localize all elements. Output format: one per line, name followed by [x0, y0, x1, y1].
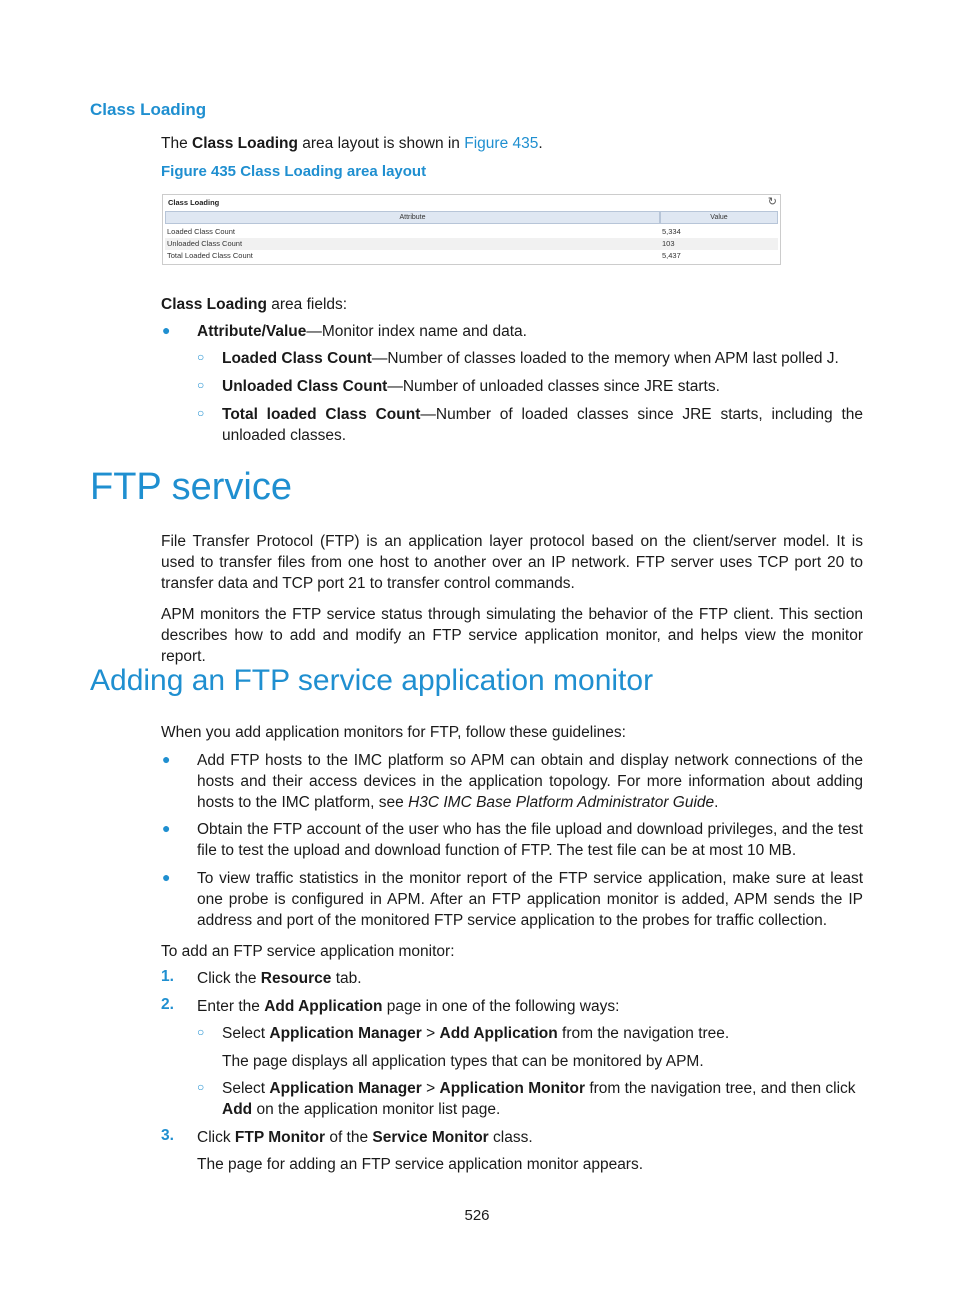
steps-intro: To add an FTP service application monitor: [161, 943, 455, 960]
ftp-paragraph: File Transfer Protocol (FTP) is an application layer protocol based on the client/server model. It is used to transfer files from one host to another over an IP network. FTP server uses TCP port 20 to transfer data and TCP port 21 to transfer control commands. [161, 533, 863, 592]
field-rest: —Monitor index name and data. [306, 323, 527, 340]
step-number: 1. [161, 968, 174, 985]
guideline-item [197, 750, 863, 813]
substep-mid: > [421, 1025, 440, 1042]
substep-mid: from the navigation tree, and then click [585, 1080, 856, 1097]
subfield-bold: Loaded Class Count [222, 350, 372, 367]
step-post: tab. [331, 970, 362, 987]
row-attribute: Unloaded Class Count [167, 239, 243, 248]
step-item [197, 968, 362, 989]
step-pre: Enter the [197, 998, 265, 1015]
ftp-heading: FTP service [90, 466, 293, 508]
intro-pre: The [161, 135, 193, 152]
circle-bullet-icon: ○ [197, 350, 205, 364]
subfield-item [222, 376, 720, 397]
step-item [197, 1127, 533, 1148]
step-pre: Click [197, 1129, 235, 1146]
header-attribute[interactable]: Attribute [165, 211, 660, 224]
circle-bullet-icon: ○ [197, 406, 205, 420]
step-bold: Resource [260, 970, 332, 987]
step-post: class. [488, 1129, 533, 1146]
step-bold: FTP Monitor [234, 1129, 326, 1146]
row-value: 5,334 [662, 227, 681, 236]
substep-pre: Select [222, 1080, 270, 1097]
substep-bold: Add Application [439, 1025, 558, 1042]
step-bold: Add Application [264, 998, 383, 1015]
figure-caption: Figure 435 Class Loading area layout [161, 163, 427, 180]
bullet-icon: ● [162, 820, 171, 836]
step-number: 3. [161, 1127, 174, 1144]
subfield-bold: Total loaded Class Count [222, 406, 421, 423]
substep-item [222, 1023, 729, 1044]
substep-item [222, 1078, 863, 1120]
substep-post: on the application monitor list page. [252, 1101, 501, 1118]
circle-bullet-icon: ○ [197, 1080, 205, 1094]
intro-post: . [538, 135, 543, 152]
circle-bullet-icon: ○ [197, 1025, 205, 1039]
ftp-paragraph: APM monitors the FTP service status through simulating the behavior of the FTP client. This section describes how to add and modify an FTP service application monitor, and helps view the monitor report. [161, 606, 863, 665]
substep-bold: Application Manager [269, 1025, 422, 1042]
intro-bold: Class Loading [192, 135, 298, 152]
panel-title: Class Loading [168, 198, 220, 207]
field-bold: Attribute/Value [197, 323, 307, 340]
subfield-bold: Unloaded Class Count [222, 378, 388, 395]
row-attribute: Loaded Class Count [167, 227, 235, 236]
subfield-rest: —Number of classes loaded to the memory when APM last polled J. [371, 350, 839, 367]
substep-pre: Select [222, 1025, 270, 1042]
figure-link[interactable]: Figure 435 [464, 135, 539, 152]
header-value[interactable]: Value [660, 211, 778, 224]
refresh-icon[interactable]: ↻ [767, 196, 777, 208]
step-note: The page for adding an FTP service application monitor appears. [197, 1156, 644, 1173]
table-row [165, 250, 778, 262]
subfield-rest: —Number of unloaded classes since JRE starts. [387, 378, 720, 395]
subfield-item [222, 348, 839, 369]
substep-note: The page displays all application types that can be monitored by APM. [222, 1053, 704, 1070]
class-loading-panel [162, 194, 781, 265]
intro-mid: area layout is shown in [297, 135, 465, 152]
guidelines-intro: When you add application monitors for FTP, follow these guidelines: [161, 724, 626, 741]
row-attribute: Total Loaded Class Count [167, 251, 253, 260]
substep-post: from the navigation tree. [557, 1025, 730, 1042]
step-mid: of the [325, 1129, 373, 1146]
bullet-icon: ● [162, 869, 171, 885]
page-number: 526 [464, 1207, 490, 1224]
fields-intro-rest: area fields: [266, 296, 348, 313]
step-post: page in one of the following ways: [382, 998, 620, 1015]
table-row [165, 238, 778, 250]
guideline-text: Add FTP hosts to the IMC platform so APM can obtain and display network connections of the hosts and their access devices in the application topology. For more information about adding hosts to the IMC platform, see [197, 752, 863, 811]
step-number: 2. [161, 996, 174, 1013]
intro-paragraph [161, 133, 543, 154]
table-header [165, 211, 778, 224]
guideline-item: Obtain the FTP account of the user who has the file upload and download privileges, and the test file to test the upload and download function of FTP. The test file can be at most 10 MB. [197, 821, 863, 859]
table-row [165, 226, 778, 238]
add-heading: Adding an FTP service application monitor [90, 664, 654, 697]
step-item [197, 996, 619, 1017]
circle-bullet-icon: ○ [197, 378, 205, 392]
fields-intro-bold: Class Loading [161, 296, 267, 313]
guideline-post: . [714, 794, 719, 811]
row-value: 5,437 [662, 251, 681, 260]
row-value: 103 [662, 239, 675, 248]
section-heading: Class Loading [90, 100, 207, 119]
fields-intro [161, 294, 347, 315]
substep-mid: > [421, 1080, 440, 1097]
substep-bold: Application Monitor [439, 1080, 586, 1097]
bullet-icon: ● [162, 322, 171, 338]
guideline-item: To view traffic statistics in the monitor report of the FTP service application, make sure at least one probe is configured in APM. After an FTP application monitor is added, APM sends the IP address and port of the monitored FTP service application to the probes for traffic collection. [197, 870, 863, 929]
field-item [197, 321, 527, 342]
bullet-icon: ● [162, 751, 171, 767]
substep-bold: Application Manager [269, 1080, 422, 1097]
subfield-rest: —Number of loaded classes since JRE starts, including the unloaded classes. [222, 406, 863, 444]
substep-bold: Add [222, 1101, 253, 1118]
step-bold: Service Monitor [372, 1129, 489, 1146]
guideline-italic: H3C IMC Base Platform Administrator Guide [408, 794, 715, 811]
step-pre: Click the [197, 970, 261, 987]
subfield-item [222, 404, 863, 446]
